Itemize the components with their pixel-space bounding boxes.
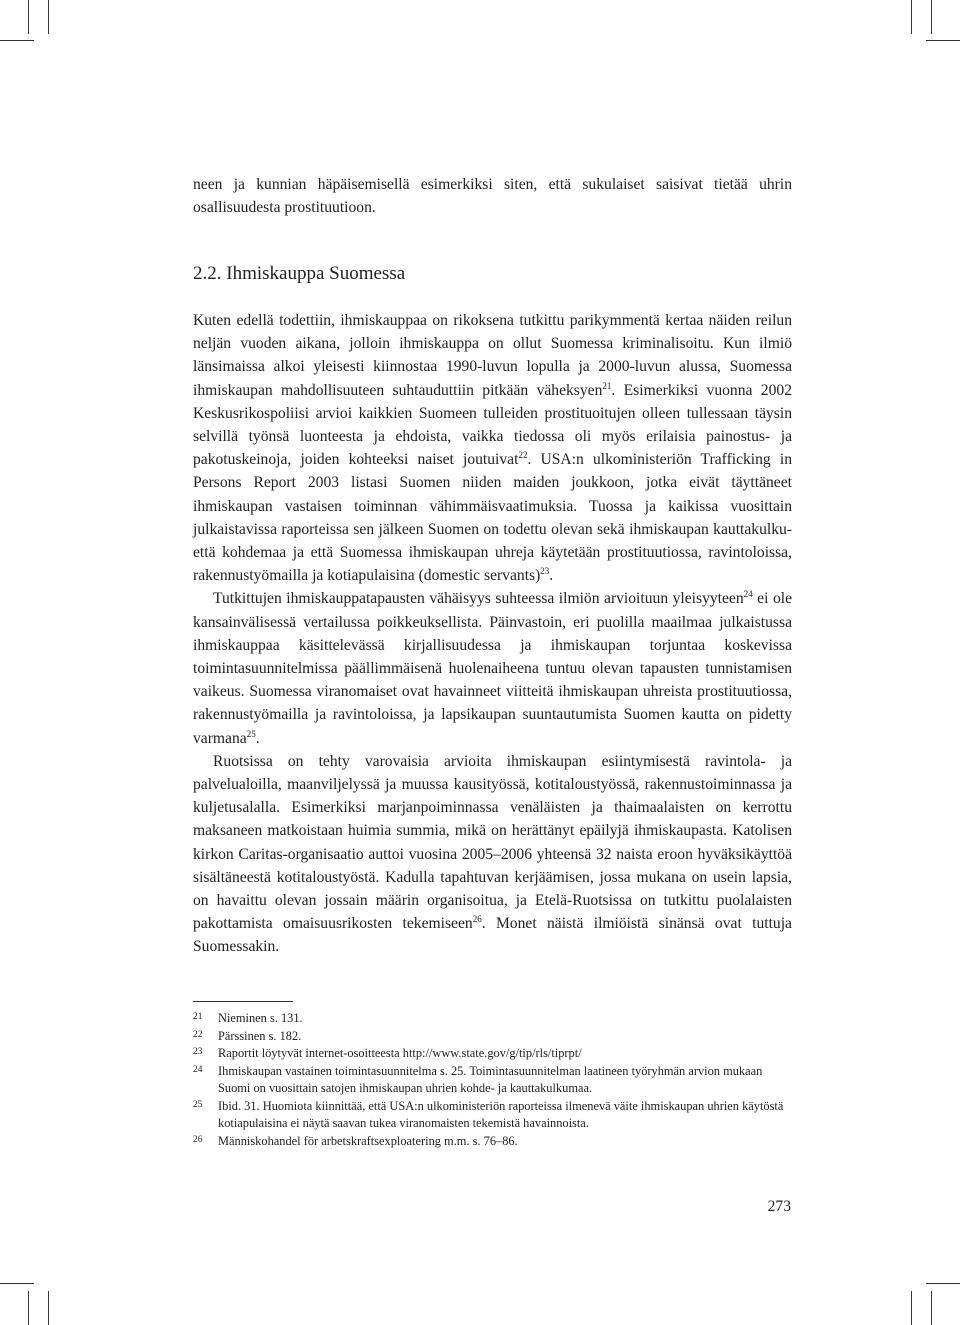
footnote — [193, 1010, 792, 1028]
footnote — [193, 1098, 792, 1133]
footnote-text: Nieminen s. 131. — [218, 1011, 303, 1025]
crop-mark — [931, 1291, 932, 1325]
footnote-number: 21 — [193, 1012, 203, 1022]
footnote-number: 26 — [193, 1134, 203, 1145]
text-segment: . Monet näistä ilmiöistä sinänsä ovat tuttuja Suomessakin. — [193, 915, 792, 956]
text-segment: Kuten edellä todettiin, ihmiskauppaa on rikoksena tutkittu parikymmentä kertaa näiden reilun neljän vuoden aikana, jolloin ihmiskauppa on ollut Suomessa kriminalisoitu. Kun ilmiö länsimaissa alkoi yleisesti kiinnostaa 1990-luvun lopulla ja 2000-luvun alussa, Suomessa ihmiskaupan mahdollisuuteen suhtauduttiin pitkään väheksyen — [193, 312, 792, 399]
paragraph-2 — [193, 587, 792, 749]
footnote — [193, 1045, 792, 1063]
text-segment: Tutkittujen ihmiskauppatapausten vähäisyys suhteessa ilmiön arvioituun yleisyyteen — [213, 590, 744, 608]
footnote-separator — [193, 1001, 293, 1002]
footnote-text: Ibid. 31. Huomiota kiinnittää, että USA:n ulkoministeriön raporteissa ilmenevä väite ihmiskaupan uhrien käytöstä kotiapulaisina ei näytä saavan tukea viranomaisten tekemistä havainnoista. — [218, 1098, 784, 1130]
footnote-ref[interactable]: 23 — [540, 566, 550, 577]
footnote-ref[interactable]: 25 — [246, 728, 256, 739]
text-segment: . — [549, 567, 554, 585]
footnote-text: Pärssinen s. 182. — [218, 1028, 302, 1043]
footnote-ref[interactable]: 24 — [743, 589, 753, 600]
crop-mark — [926, 40, 960, 41]
crop-mark — [911, 1291, 912, 1325]
crop-mark — [28, 0, 29, 34]
footnote — [193, 1133, 792, 1151]
footnotes — [193, 1010, 792, 1150]
text-segment: . — [255, 729, 260, 747]
crop-mark — [48, 1291, 49, 1325]
footnote-number: 23 — [193, 1047, 203, 1057]
section-heading: 2.2. Ihmiskauppa Suomessa — [193, 263, 406, 284]
crop-mark — [911, 0, 912, 34]
crop-mark — [926, 1283, 960, 1284]
crop-mark — [28, 1291, 29, 1325]
text-segment: . Esimerkiksi vuonna 2002 Keskusrikospoliisi arvioi kaikkien Suomeen tulleiden prostituoitujen olleen tullessaan täysin selvillä työnsä luonteesta ja ehdoista, vaikka tiedossa oli myös erilaisia painostus- ja pakotuskeinoja, joiden kohteeksi naiset joutuivat — [193, 381, 792, 469]
footnote — [193, 1028, 792, 1046]
crop-mark — [0, 1283, 34, 1284]
footnote-ref[interactable]: 21 — [602, 380, 612, 391]
footnote-text: Raportit löytyvät internet-osoitteesta http://www.state.gov/g/tip/rls/tiprpt/ — [218, 1046, 582, 1060]
paragraph-3 — [193, 750, 792, 959]
footnote-text: Ihmiskaupan vastainen toimintasuunnitelma s. 25. Toimintasuunnitelman laatineen työryhmän arvion mukaan Suomi on vuosittain satojen ihmiskaupan uhrien kohde- ja kauttakulkumaa. — [218, 1063, 763, 1095]
footnote-ref[interactable]: 22 — [518, 450, 528, 461]
main-text — [193, 309, 792, 959]
text-segment: Ruotsissa on tehty varovaisia arvioita ihmiskaupan esiintymisestä ravintola- ja palvelualoilla, maanviljelyssä ja muussa kausityössä, kotitaloustyössä, rakennustoiminnassa ja kuljetusalalla. Esimerkiksi marjanpoiminnassa venäläisten ja thaimaalaisten on kerrottu maksaneen matkoistaan huimia summia, mikä on herättänyt epäilyjä ihmiskaupasta. Katolisen kirkon Caritas-organisaatio auttoi vuosina 2005–2006 yhteensä 32 naista eroon hyväksikäyttöä sisältäneestä kotitaloustyöstä. Kadulla tapahtuvan kerjäämisen, jossa mukana on usein lapsia, on havaittu olevan jossain määrin organisoitua, ja Etelä-Ruotsissa on tutkittu puolalaisten pakottamista omaisuusrikosten tekemiseen — [193, 752, 792, 933]
footnote-number: 25 — [193, 1099, 203, 1110]
intro-paragraph: neen ja kunnian häpäisemisellä esimerkiksi siten, että sukulaiset saisivat tietää uhrin osallisuudesta prostituutioon. — [193, 176, 792, 217]
text-segment: . USA:n ulkoministeriön Trafficking in Persons Report 2003 listasi Suomen niiden maiden joukkoon, jotka eivät täyttäneet ihmiskaupan vastaisen toiminnan vähimmäisvaatimuksia. Tuossa ja kaikissa vuosittain julkaistavissa raporteissa sen jälkeen Suomen on todettu olevan sekä ihmiskaupan kauttakulku- että kohdemaa ja että Suomessa ihmiskaupan uhreja käytetään prostituutiossa, ravintoloissa, rakennustyömailla ja kotiapulaisina (domestic servants) — [193, 451, 793, 585]
text-segment: ei ole kansainvälisessä vertailussa poikkeuksellista. Päinvastoin, eri puolilla maailmaa julkaistussa ihmiskauppaa käsittelevässä kirjallisuudessa ja ihmiskaupan torjuntaa koskevissa toimintasuunnitelmissa päällimmäisenä huolenaiheena tuntuu olevan tapausten tunnistamisen vaikeus. Suomessa viranomaiset ovat havainneet viitteitä ihmiskaupan uhreista prostituutiossa, rakennustyömailla ja ravintoloissa, ja lapsikaupan suuntautumista Suomen kautta on pidetty varmana — [193, 590, 792, 747]
page-number: 273 — [767, 1198, 791, 1215]
crop-mark — [931, 0, 932, 34]
paragraph-1 — [193, 309, 792, 587]
footnote-ref[interactable]: 26 — [472, 914, 482, 925]
footnote-number: 22 — [193, 1029, 203, 1040]
crop-mark — [0, 40, 34, 41]
footnote-number: 24 — [193, 1064, 203, 1075]
footnote-text: Människohandel för arbetskraftsexploatering m.m. s. 76–86. — [218, 1133, 518, 1148]
footnote — [193, 1063, 792, 1098]
crop-mark — [48, 0, 49, 34]
